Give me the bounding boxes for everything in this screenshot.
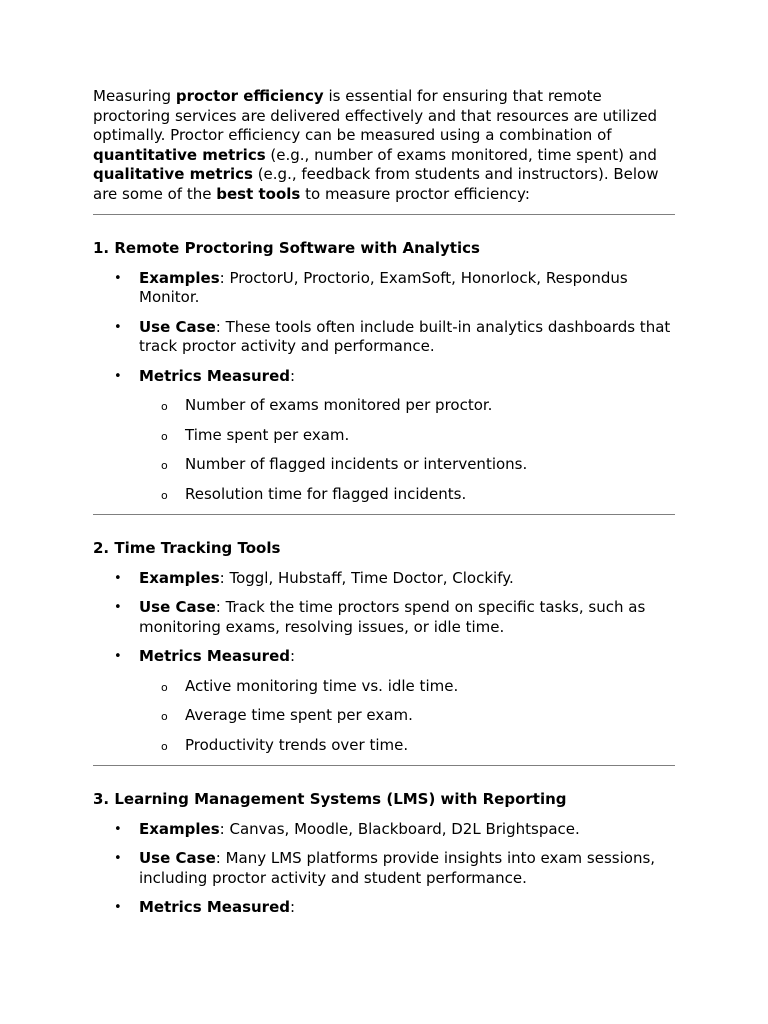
item-label: Examples (139, 568, 220, 587)
bullet-icon: • (114, 649, 122, 664)
list-item-metrics (93, 898, 675, 918)
intro-bold: quantitative metrics (93, 145, 266, 164)
bullet-icon: • (114, 270, 122, 286)
intro-paragraph (93, 87, 675, 204)
sub-item-text: Average time spent per exam. (185, 706, 413, 724)
bullet-icon: • (114, 851, 122, 866)
item-label: Examples (139, 819, 220, 838)
sub-list-item (139, 396, 675, 416)
section-time-tracking (93, 539, 675, 755)
bullet-list (93, 269, 675, 505)
section-title: 2. Time Tracking Tools (93, 539, 281, 557)
sub-bullet-icon: o (161, 710, 168, 723)
sub-bullet-icon: o (161, 739, 168, 753)
item-text: : (290, 898, 296, 916)
list-item-use-case (93, 598, 675, 637)
intro-text: is essential for ensuring that remote proctoring services are delivered effectively and that resources are utilized optimally. Proctor efficiency can be measured using a combination of (93, 87, 658, 144)
item-label: Examples (139, 268, 220, 287)
intro-bold: best tools (216, 184, 301, 203)
sub-item-text: Productivity trends over time. (185, 735, 409, 754)
bullet-icon: • (114, 319, 122, 335)
sub-list-item (139, 455, 675, 475)
sub-bullet-icon: o (161, 680, 168, 694)
document-content (93, 87, 675, 918)
sub-item-text: Number of flagged incidents or interventions. (185, 455, 528, 473)
list-item-metrics (93, 367, 675, 505)
divider (93, 214, 675, 215)
bullet-icon: • (114, 900, 122, 915)
list-item-use-case (93, 318, 675, 357)
bullet-list (93, 569, 675, 756)
sub-list-item (139, 677, 675, 697)
sub-item-text: Active monitoring time vs. idle time. (185, 676, 459, 695)
sub-item-text: Time spent per exam. (185, 425, 350, 444)
item-text: : Track the time proctors spend on specific tasks, such as monitoring exams, resolving issues, or idle time. (139, 598, 646, 636)
sub-list-item (139, 426, 675, 446)
sub-list-item (139, 706, 675, 726)
bullet-icon: • (114, 821, 122, 837)
bullet-icon: • (114, 368, 122, 384)
sub-bullet-icon: o (161, 400, 168, 413)
intro-text: (e.g., number of exams monitored, time spent) and (265, 145, 657, 164)
list-item-examples (93, 269, 675, 308)
item-text: : These tools often include built-in analytics dashboards that track proctor activity and performance. (139, 317, 671, 355)
intro-text: Measuring (93, 87, 176, 105)
sub-item-text: Resolution time for flagged incidents. (185, 484, 467, 503)
item-label: Metrics Measured (139, 647, 290, 665)
item-label: Use Case (139, 598, 216, 616)
item-text: : Many LMS platforms provide insights into exam sessions, including proctor activity and student performance. (139, 849, 656, 887)
sub-list-item (139, 485, 675, 505)
intro-text: (e.g., feedback from students and instructors). Below are some of the (93, 165, 659, 203)
sub-list (139, 677, 675, 756)
item-label: Metrics Measured (139, 898, 290, 916)
item-label: Use Case (139, 317, 216, 336)
divider (93, 765, 675, 766)
sub-bullet-icon: o (161, 488, 168, 502)
item-label: Use Case (139, 849, 216, 867)
item-text: : Canvas, Moodle, Blackboard, D2L Brightspace. (219, 819, 580, 838)
item-text: : (290, 647, 296, 665)
sub-bullet-icon: o (161, 459, 168, 472)
section-remote-proctoring (93, 239, 675, 504)
list-item-examples (93, 820, 675, 840)
list-item-examples (93, 569, 675, 589)
list-item-use-case (93, 849, 675, 888)
sub-bullet-icon: o (161, 429, 168, 443)
item-label: Metrics Measured (139, 366, 290, 385)
section-title: 1. Remote Proctoring Software with Analytics (93, 239, 480, 257)
intro-bold: qualitative metrics (93, 165, 253, 183)
divider (93, 514, 675, 515)
section-lms-reporting (93, 790, 675, 918)
item-text: : Toggl, Hubstaff, Time Doctor, Clockify. (219, 568, 514, 587)
bullet-icon: • (114, 570, 122, 586)
sub-list (139, 396, 675, 504)
sub-item-text: Number of exams monitored per proctor. (185, 396, 493, 414)
intro-text: to measure proctor efficiency: (300, 184, 530, 203)
bullet-list (93, 820, 675, 918)
list-item-metrics (93, 647, 675, 755)
sub-list-item (139, 736, 675, 756)
section-title: 3. Learning Management Systems (LMS) with Reporting (93, 790, 567, 808)
item-text: : ProctorU, Proctorio, ExamSoft, Honorlock, Respondus Monitor. (139, 268, 628, 306)
intro-bold: proctor efficiency (175, 87, 324, 105)
bullet-icon: • (114, 600, 122, 615)
item-text: : (290, 366, 296, 385)
